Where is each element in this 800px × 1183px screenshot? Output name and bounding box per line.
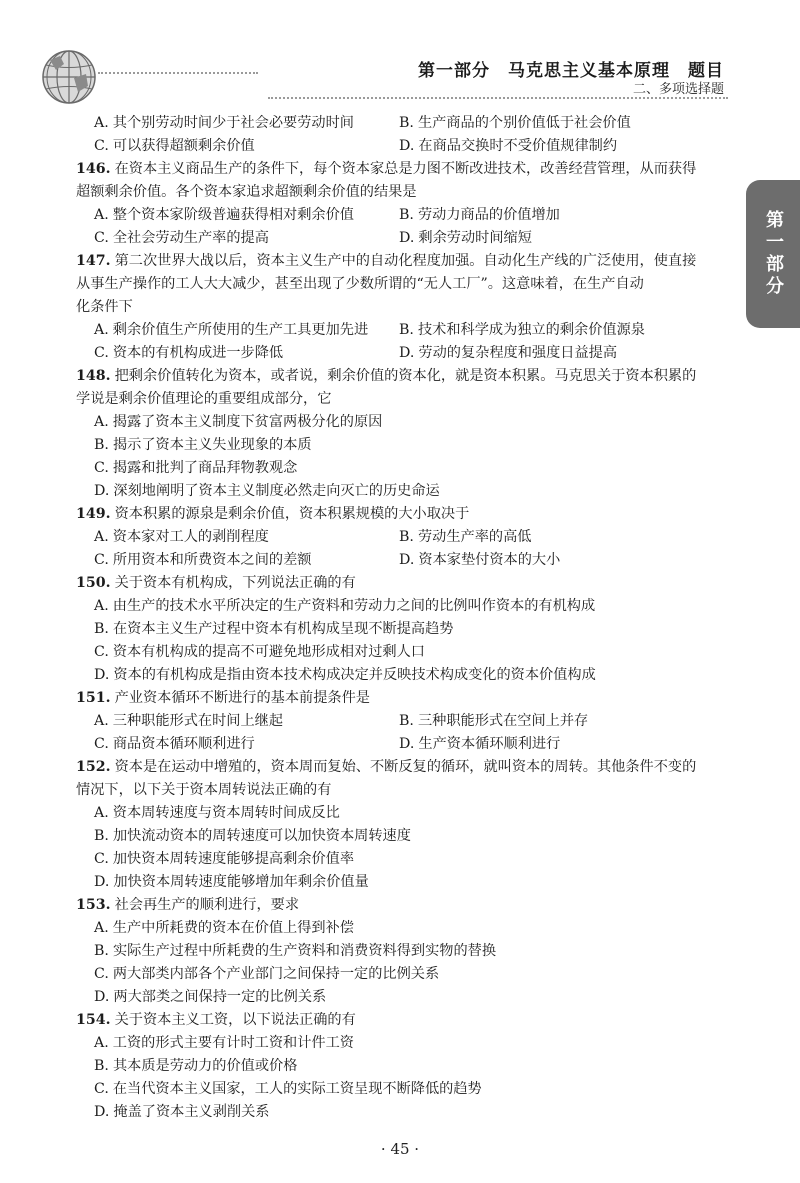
option xyxy=(94,1032,724,1055)
option xyxy=(94,480,724,503)
question xyxy=(76,894,724,1009)
option-letter: D. xyxy=(399,552,415,568)
option-text: 由生产的技术水平所决定的生产资料和劳动力之间的比例叫作资本的有机构成 xyxy=(112,598,596,614)
option xyxy=(94,1078,724,1101)
question xyxy=(76,365,724,503)
option-row xyxy=(94,319,724,342)
option xyxy=(94,411,724,434)
option xyxy=(94,733,399,756)
question-stem-text: 产业资本循环不断进行的基本前提条件是 xyxy=(114,690,370,706)
option-text: 在商品交换时不受价值规律制约 xyxy=(418,138,618,154)
question-stem-text: 在资本主义商品生产的条件下，每个资本家总是力图不断改进技术，改善经营管理，从而获得 xyxy=(114,161,697,177)
option xyxy=(94,434,724,457)
option-text: 剩余价值生产所使用的生产工具更加先进 xyxy=(112,322,369,338)
side-tab-label: 第一部分 xyxy=(763,210,784,298)
options xyxy=(76,1032,724,1124)
option-letter: C. xyxy=(94,345,109,361)
option xyxy=(94,342,399,365)
question xyxy=(76,756,724,894)
question-stem xyxy=(76,894,724,917)
option-row xyxy=(94,342,724,365)
option xyxy=(94,526,399,549)
question-stem-line xyxy=(76,273,724,296)
option xyxy=(94,457,724,480)
option xyxy=(94,227,399,250)
option-letter: A. xyxy=(94,598,109,614)
option xyxy=(94,595,724,618)
option-text: 资本的有机构成进一步降低 xyxy=(112,345,284,361)
question-number: 149. xyxy=(76,506,111,522)
question-stem xyxy=(76,250,724,273)
option-text: 揭露了资本主义制度下贫富两极分化的原因 xyxy=(112,414,383,430)
option-letter: D. xyxy=(94,1104,110,1120)
option-text: 技术和科学成为独立的剩余价值源泉 xyxy=(417,322,645,338)
option-text: 其本质是劳动力的价值或价格 xyxy=(112,1058,298,1074)
option xyxy=(399,342,704,365)
option-row xyxy=(94,227,724,250)
option-text: 加快流动资本的周转速度可以加快资本周转速度 xyxy=(112,828,411,844)
option xyxy=(94,1101,724,1124)
question-stem-line xyxy=(76,296,724,319)
option xyxy=(399,227,704,250)
option xyxy=(399,112,704,135)
header-dotted-rule-lower xyxy=(268,97,728,99)
options xyxy=(76,595,724,687)
option xyxy=(399,204,704,227)
option-text: 全社会劳动生产率的提高 xyxy=(112,230,269,246)
option-text: 剩余劳动时间缩短 xyxy=(418,230,532,246)
options xyxy=(76,319,724,365)
options xyxy=(76,204,724,250)
question xyxy=(76,250,724,365)
question-stem-text: 学说是剩余价值理论的重要组成部分，它 xyxy=(76,391,332,407)
option xyxy=(94,940,724,963)
option-letter: D. xyxy=(94,874,110,890)
option-letter: C. xyxy=(94,966,109,982)
question-number: 153. xyxy=(76,897,111,913)
option-text: 实际生产过程中所耗费的生产资料和消费资料得到实物的替换 xyxy=(112,943,497,959)
option-text: 掩盖了资本主义剥削关系 xyxy=(113,1104,270,1120)
option-text: 加快资本周转速度能够提高剩余价值率 xyxy=(112,851,355,867)
option-letter: B. xyxy=(399,529,414,545)
option-letter: C. xyxy=(94,230,109,246)
option-row xyxy=(94,526,724,549)
question-stem-text: 情况下，以下关于资本周转说法正确的有 xyxy=(76,782,332,798)
option-text: 在当代资本主义国家，工人的实际工资呈现不断降低的趋势 xyxy=(112,1081,482,1097)
question-list xyxy=(76,112,724,1124)
option-letter: B. xyxy=(94,828,109,844)
options xyxy=(76,526,724,572)
option-letter: C. xyxy=(94,552,109,568)
option-text: 深刻地阐明了资本主义制度必然走向灭亡的历史命运 xyxy=(113,483,440,499)
option-row xyxy=(94,710,724,733)
option-row xyxy=(94,733,724,756)
option xyxy=(94,1055,724,1078)
option-letter: B. xyxy=(94,1058,109,1074)
option-letter: D. xyxy=(94,483,110,499)
question-stem-line xyxy=(76,181,724,204)
options xyxy=(76,917,724,1009)
option xyxy=(399,135,704,158)
option-letter: A. xyxy=(94,322,109,338)
question-stem-text: 关于资本主义工资，以下说法正确的有 xyxy=(114,1012,356,1028)
option-letter: B. xyxy=(94,943,109,959)
question-stem xyxy=(76,687,724,710)
option-letter: D. xyxy=(94,989,110,1005)
options xyxy=(76,710,724,756)
option-letter: A. xyxy=(94,713,109,729)
option-text: 劳动力商品的价值增加 xyxy=(417,207,560,223)
question-stem-text: 第二次世界大战以后，资本主义生产中的自动化程度加强。自动化生产线的广泛使用，使直接 xyxy=(114,253,697,269)
question-stem-text: 关于资本有机构成，下列说法正确的有 xyxy=(114,575,356,591)
option-letter: C. xyxy=(94,1081,109,1097)
options xyxy=(76,411,724,503)
header-title: 第一部分 马克思主义基本原理 题目 xyxy=(418,61,724,81)
option xyxy=(94,618,724,641)
option-text: 资本家垫付资本的大小 xyxy=(418,552,561,568)
option-text: 劳动的复杂程度和强度日益提高 xyxy=(418,345,618,361)
option-text: 三种职能形式在时间上继起 xyxy=(112,713,284,729)
option xyxy=(94,710,399,733)
option-text: 可以获得超额剩余价值 xyxy=(112,138,255,154)
option-text: 加快资本周转速度能够增加年剩余价值量 xyxy=(113,874,369,890)
option-text: 资本家对工人的剥削程度 xyxy=(112,529,269,545)
question-stem-text: 从事生产操作的工人大大减少，甚至出现了少数所谓的“无人工厂”。这意味着，在生产自动 xyxy=(76,276,644,292)
option-letter: A. xyxy=(94,529,109,545)
option xyxy=(94,319,399,342)
option-letter: A. xyxy=(94,115,109,131)
option-letter: C. xyxy=(94,644,109,660)
question xyxy=(76,503,724,572)
option-text: 生产资本循环顺利进行 xyxy=(418,736,561,752)
options xyxy=(76,802,724,894)
option-letter: B. xyxy=(94,437,109,453)
option xyxy=(94,641,724,664)
option-letter: B. xyxy=(399,322,414,338)
option xyxy=(94,135,399,158)
option-text: 资本有机构成的提高不可避免地形成相对过剩人口 xyxy=(112,644,425,660)
question-stem-text: 社会再生产的顺利进行，要求 xyxy=(114,897,300,913)
question-stem-line xyxy=(76,388,724,411)
option-text: 两大部类之间保持一定的比例关系 xyxy=(113,989,327,1005)
question-stem-line xyxy=(76,779,724,802)
option-text: 工资的形式主要有计时工资和计件工资 xyxy=(112,1035,354,1051)
question xyxy=(76,158,724,250)
option-row xyxy=(94,135,724,158)
option xyxy=(94,204,399,227)
question-stem-text: 化条件下 xyxy=(76,299,133,315)
option-letter: A. xyxy=(94,207,109,223)
option-letter: B. xyxy=(399,207,414,223)
header-dotted-rule xyxy=(98,72,258,74)
option-letter: A. xyxy=(94,414,109,430)
option-text: 整个资本家阶级普遍获得相对剩余价值 xyxy=(112,207,354,223)
option-letter: A. xyxy=(94,805,109,821)
option-text: 商品资本循环顺利进行 xyxy=(112,736,255,752)
option-letter: B. xyxy=(399,713,414,729)
question-number: 146. xyxy=(76,161,111,177)
question-stem-text: 超额剩余价值。各个资本家追求超额剩余价值的结果是 xyxy=(76,184,417,200)
option-letter: D. xyxy=(399,138,415,154)
option xyxy=(94,825,724,848)
globe-icon xyxy=(40,48,98,106)
option-text: 生产商品的个别价值低于社会价值 xyxy=(417,115,631,131)
question-stem-text: 资本是在运动中增殖的，资本周而复始、不断反复的循环，就叫资本的周转。其他条件不变的 xyxy=(114,759,697,775)
option-letter: C. xyxy=(94,460,109,476)
option-text: 三种职能形式在空间上并存 xyxy=(417,713,589,729)
option xyxy=(94,871,724,894)
question-stem xyxy=(76,1009,724,1032)
question-number: 150. xyxy=(76,575,111,591)
option-text: 两大部类内部各个产业部门之间保持一定的比例关系 xyxy=(112,966,440,982)
option xyxy=(94,112,399,135)
option-row xyxy=(94,549,724,572)
option xyxy=(94,664,724,687)
option-row xyxy=(94,204,724,227)
page-number: · 45 · xyxy=(380,1140,420,1158)
question-number: 151. xyxy=(76,690,111,706)
option-text: 揭示了资本主义失业现象的本质 xyxy=(112,437,312,453)
option xyxy=(94,986,724,1009)
option-text: 揭露和批判了商品拜物教观念 xyxy=(112,460,298,476)
question-stem xyxy=(76,158,724,181)
question-number: 152. xyxy=(76,759,111,775)
question-stem-text: 资本积累的源泉是剩余价值，资本积累规模的大小取决于 xyxy=(114,506,470,522)
option xyxy=(399,549,704,572)
option-letter: A. xyxy=(94,920,109,936)
option-letter: B. xyxy=(94,621,109,637)
header-subtitle: 二、多项选择题 xyxy=(632,82,724,97)
question-number: 148. xyxy=(76,368,111,384)
option xyxy=(399,733,704,756)
option-row xyxy=(94,112,724,135)
option-letter: D. xyxy=(94,667,110,683)
option xyxy=(94,549,399,572)
question xyxy=(76,572,724,687)
option-letter: C. xyxy=(94,851,109,867)
question xyxy=(76,1009,724,1124)
option-letter: A. xyxy=(94,1035,109,1051)
option-text: 所用资本和所费资本之间的差额 xyxy=(112,552,312,568)
option-letter: C. xyxy=(94,138,109,154)
option-text: 其个别劳动时间少于社会必要劳动时间 xyxy=(112,115,354,131)
option-letter: D. xyxy=(399,345,415,361)
option-letter: D. xyxy=(399,230,415,246)
option-text: 资本周转速度与资本周转时间成反比 xyxy=(112,805,340,821)
option xyxy=(399,319,704,342)
option-letter: D. xyxy=(399,736,415,752)
question-stem xyxy=(76,572,724,595)
option-text: 生产中所耗费的资本在价值上得到补偿 xyxy=(112,920,354,936)
option-text: 在资本主义生产过程中资本有机构成呈现不断提高趋势 xyxy=(112,621,454,637)
option xyxy=(94,917,724,940)
option-letter: C. xyxy=(94,736,109,752)
option xyxy=(94,963,724,986)
option xyxy=(399,526,704,549)
question-stem-text: 把剩余价值转化为资本，或者说，剩余价值的资本化，就是资本积累。马克思关于资本积累的 xyxy=(114,368,697,384)
side-tab-part-one xyxy=(746,180,800,328)
question-stem xyxy=(76,365,724,388)
question xyxy=(76,687,724,756)
option xyxy=(94,802,724,825)
carryover-options xyxy=(76,112,724,158)
question-stem xyxy=(76,756,724,779)
option-letter: B. xyxy=(399,115,414,131)
option xyxy=(94,848,724,871)
question-number: 147. xyxy=(76,253,111,269)
option-text: 资本的有机构成是指由资本技术构成决定并反映技术构成变化的资本价值构成 xyxy=(113,667,596,683)
question-stem xyxy=(76,503,724,526)
option-text: 劳动生产率的高低 xyxy=(417,529,532,545)
question-number: 154. xyxy=(76,1012,111,1028)
option xyxy=(399,710,704,733)
